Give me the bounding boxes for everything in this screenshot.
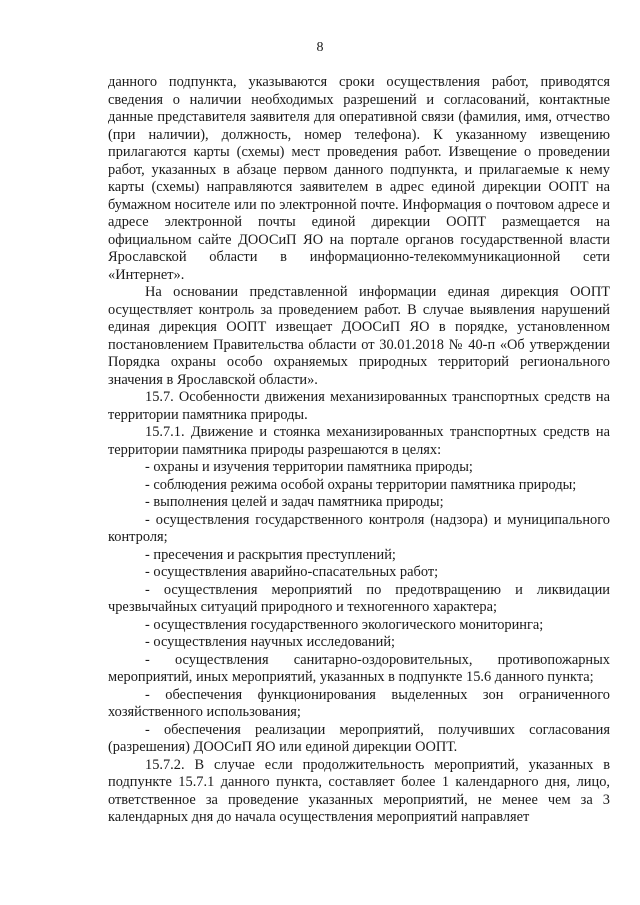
list-item: - осуществления государственного экологического мониторинга; (145, 616, 544, 633)
list-item: - осуществления санитарно-оздоровительных, противопожарных мероприятий, иных мероприятий, указанных в подпункте 15.6 данного пункта; (108, 651, 610, 685)
list-item: - осуществления аварийно-спасательных работ; (145, 564, 439, 580)
paragraph-notice-continuation: данного подпункта, указываются сроки осуществления работ, приводятся сведения о наличии необходимых разрешений и согласований, контактные данные представителя заявителя для оперативной связи (фамилия, имя, отчество (при наличии), должность, номер телефона). К указанному извещению прилагаются карты (схемы) мест проведения работ. Извещение о проведении работ, указанных в абзаце первом данного подпункта, и прилагаемые к нему карты (схемы) направляются заявителем в адрес единой дирекции ООПТ на бумажном носителе или по электронной почте. Информация о почтовом адресе и адресе электронной почты единой дирекции ООПТ размещается на официальном сайте ДООСиП ЯО на портале органов государственной власти Ярославской области в информационно-телекоммуникационной сети «Интернет». (108, 74, 610, 283)
list-item: - соблюдения режима особой охраны территории памятника природы; (145, 476, 577, 493)
list-item: - выполнения целей и задач памятника природы; (145, 494, 444, 510)
page-number: 8 (316, 40, 324, 55)
list-item: - осуществления научных исследований; (145, 634, 396, 650)
document-body (108, 74, 610, 827)
list-item: - пресечения и раскрытия преступлений; (145, 546, 396, 563)
list-item: - обеспечения реализации мероприятий, получивших согласования (разрешения) ДООСиП ЯО или единой дирекции ООПТ. (108, 721, 610, 755)
paragraph-section-15-7: 15.7. Особенности движения механизированных транспортных средств на территории памятника природы. (108, 389, 610, 423)
paragraph-section-15-7-2: 15.7.2. В случае если продолжительность мероприятий, указанных в подпункте 15.7.1 данного пункта, составляет более 1 календарного дня, лицо, ответственное за проведение указанных мероприятий, не менее чем за 3 календарных дня до начала осуществления мероприятий направляет (108, 756, 610, 825)
list-item: - осуществления мероприятий по предотвращению и ликвидации чрезвычайных ситуаций природного и техногенного характера; (108, 581, 610, 615)
paragraph-control: На основании представленной информации единая дирекция ООПТ осуществляет контроль за проведением работ. В случае выявления нарушений единая дирекция ООПТ извещает ДООСиП ЯО в порядке, установленном постановлением Правительства области от 30.01.2018 № 40-п «Об утверждении Порядка охраны особо охраняемых природных территорий регионального значения в Ярославской области». (108, 284, 610, 388)
list-item: - охраны и изучения территории памятника природы; (145, 459, 473, 475)
list-item: - обеспечения функционирования выделенных зон ограниченного хозяйственного использования; (108, 686, 610, 720)
paragraph-section-15-7-1: 15.7.1. Движение и стоянка механизированных транспортных средств на территории памятника природы разрешаются в целях: (108, 424, 610, 458)
list-item: - осуществления государственного контроля (надзора) и муниципального контроля; (108, 511, 610, 545)
